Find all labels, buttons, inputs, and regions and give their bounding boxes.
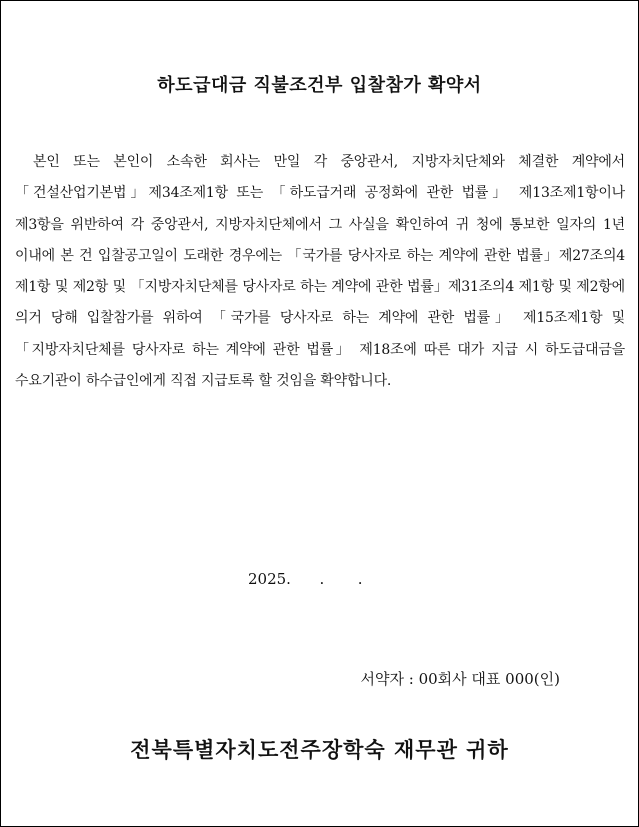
signature-line: 서약자 : 00회사 대표 000(인) [360, 670, 560, 688]
date-line: 2025. . . [248, 570, 363, 588]
addressee-line: 전북특별자치도전주장학숙 재무관 귀하 [130, 737, 509, 762]
pledge-body-text: 본인 또는 본인이 소속한 회사는 만일 각 중앙관서, 지방자치단체와 체결한 계약에서 「건설산업기본법」제34조제1항 또는 「하도급거래 공정화에 관한 법률」 제13조제1항이나 제3항을 위반하여 각 중앙관서, 지방자치단체에서 그 사실을 확인하여 귀 청에 통보한 일자의 1년 이내에 본 건 입찰공고일이 도래한 경우에는 「국가를 당사자로 하는 계약에 관한 법률」제27조의4 제1항 및 제2항 및 「지방자치단체를 당사자로 하는 계약에 관한 법률」제31조의4 제1항 및 제2항에 의거 당해 입찰참가를 위하여 「국가를 당사자로 하는 계약에 관한 법률」 제15조제1항 및 「지방자치단체를 당사자로 하는 계약에 관한 법률」 제18조에 따른 대가 지급 시 하도급대금을 수요기관이 하수급인에게 직접 지급토록 할 것임을 확약합니다. [15, 154, 625, 390]
document-title: 하도급대금 직불조건부 입찰참가 확약서 [157, 75, 482, 96]
